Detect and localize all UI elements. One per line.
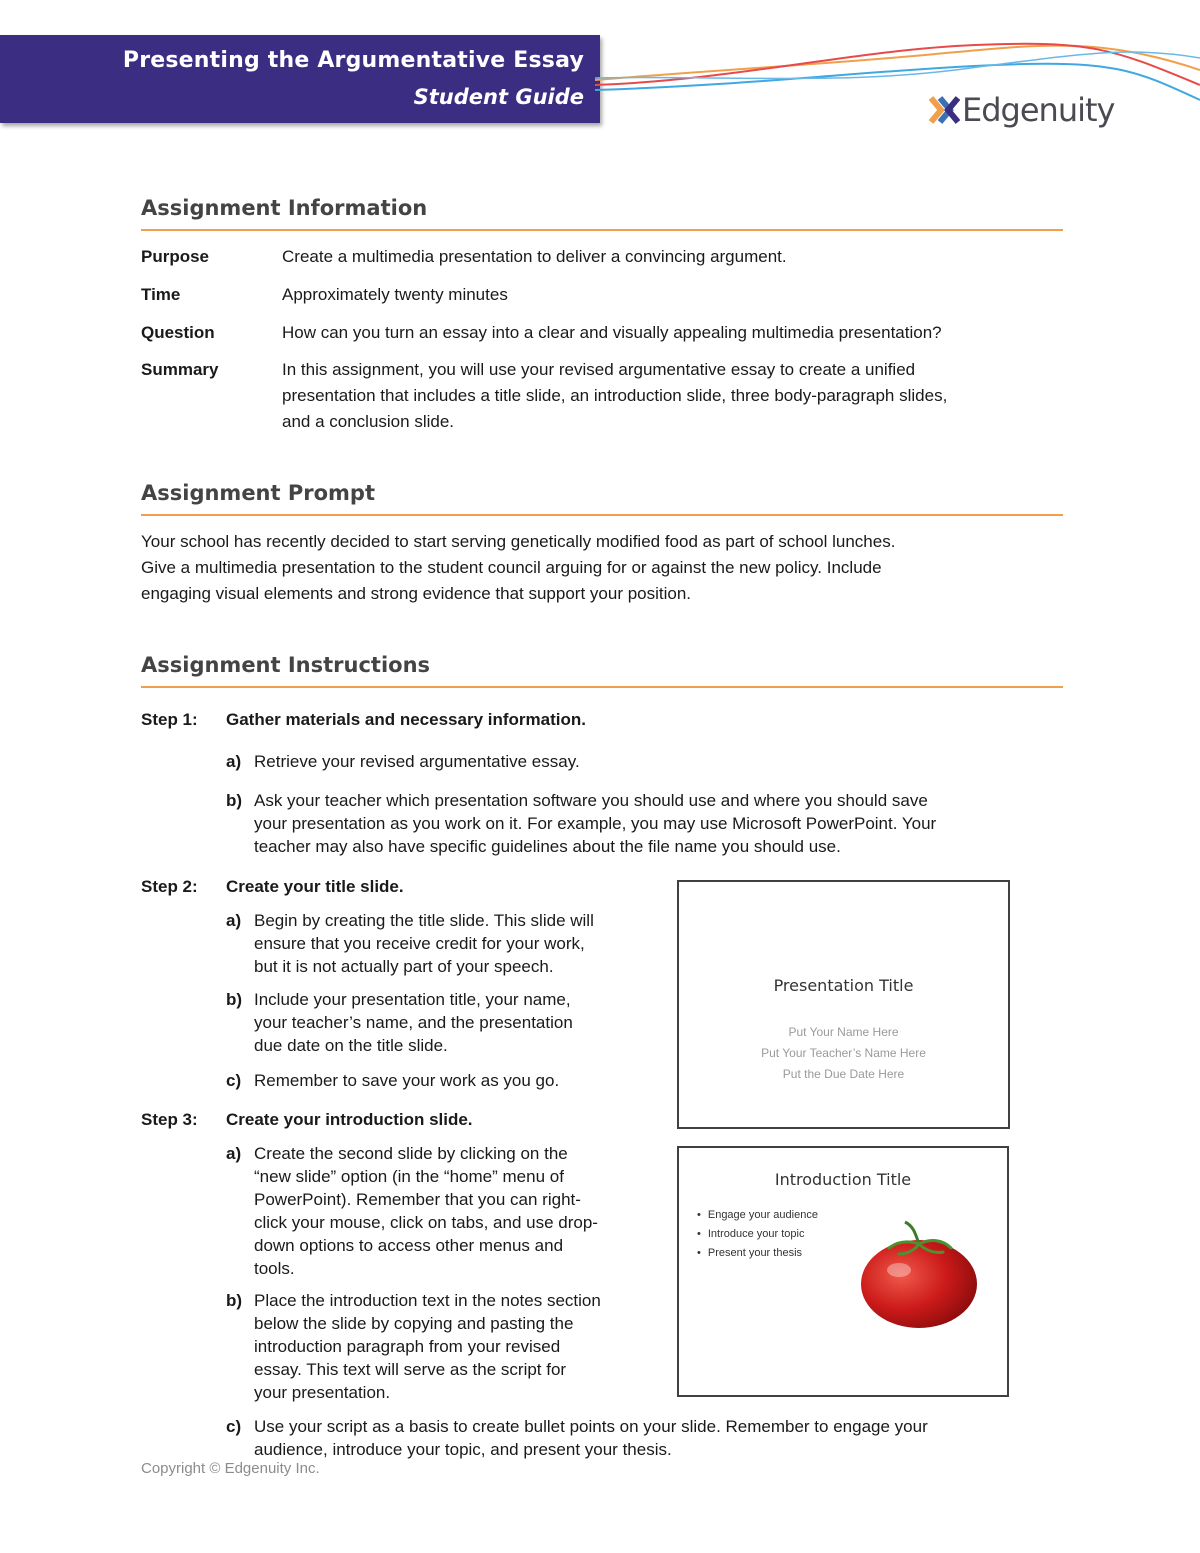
tomato-image bbox=[855, 1218, 981, 1328]
item-line: but it is not actually part of your speech. bbox=[254, 957, 554, 976]
item-letter: a) bbox=[226, 911, 242, 930]
item-line: Ask your teacher which presentation software you should use and where you should save bbox=[254, 791, 928, 810]
step-title: Create your introduction slide. bbox=[226, 1110, 473, 1129]
slide-title: Presentation Title bbox=[773, 976, 914, 995]
item-line: Use your script as a basis to create bullet points on your slide. Remember to engage your bbox=[254, 1417, 928, 1436]
summary-line: presentation that includes a title slide, an introduction slide, three body-paragraph slides, bbox=[282, 386, 948, 405]
slide-title: Introduction Title bbox=[774, 1170, 912, 1189]
info-label: Purpose bbox=[141, 247, 210, 266]
item-line: due date on the title slide. bbox=[254, 1036, 448, 1055]
prompt-line: Give a multimedia presentation to the student council arguing for or against the new policy. Include bbox=[141, 558, 882, 577]
slide-bullet: • Introduce your topic bbox=[697, 1225, 818, 1244]
item-text bbox=[254, 1069, 654, 1092]
assignment-information-heading: Assignment Information bbox=[141, 196, 1063, 231]
slide-due-date-line: Put the Due Date Here bbox=[782, 1067, 905, 1081]
item-line: Create the second slide by clicking on the bbox=[254, 1144, 568, 1163]
document-title: Presenting the Argumentative Essay bbox=[122, 48, 584, 73]
item-line: teacher may also have specific guidelines about the file name you should use. bbox=[254, 837, 841, 856]
item-line: Retrieve your revised argumentative essay. bbox=[254, 752, 580, 771]
step-label: Step 3: bbox=[141, 1110, 198, 1129]
step-title: Create your title slide. bbox=[226, 877, 404, 896]
item-line: below the slide by copying and pasting the bbox=[254, 1314, 574, 1333]
item-text bbox=[254, 1289, 664, 1404]
edgenuity-x-icon bbox=[928, 94, 960, 126]
info-label: Time bbox=[141, 285, 181, 304]
item-text bbox=[254, 1415, 1074, 1461]
item-line: Begin by creating the title slide. This slide will bbox=[254, 911, 594, 930]
introduction-slide-preview bbox=[677, 1146, 1009, 1397]
item-line: your presentation. bbox=[254, 1383, 391, 1402]
step-1 bbox=[141, 708, 586, 731]
item-line: down options to access other menus and bbox=[254, 1236, 564, 1255]
slide-name-line: Put Your Name Here bbox=[788, 1025, 899, 1039]
item-line: essay. This text will serve as the script for bbox=[254, 1360, 567, 1379]
info-label: Question bbox=[141, 323, 215, 342]
item-line: ensure that you receive credit for your work, bbox=[254, 934, 585, 953]
item-letter: a) bbox=[226, 752, 242, 771]
item-text bbox=[254, 988, 654, 1057]
item-letter: c) bbox=[226, 1071, 242, 1090]
info-value bbox=[282, 357, 1062, 435]
item-line: your presentation as you work on it. For example, you may use Microsoft PowerPoint. Your bbox=[254, 814, 937, 833]
slide-bullet-list bbox=[697, 1206, 818, 1263]
item-line: PowerPoint). Remember that you can right- bbox=[254, 1190, 581, 1209]
prompt-line: Your school has recently decided to start serving genetically modified food as part of school lunches. bbox=[141, 532, 896, 551]
copyright-footer: Copyright © Edgenuity Inc. bbox=[141, 1460, 320, 1477]
step-3 bbox=[141, 1108, 473, 1131]
item-line: Include your presentation title, your name, bbox=[254, 990, 571, 1009]
item-letter: a) bbox=[226, 1144, 242, 1163]
step-label: Step 2: bbox=[141, 877, 198, 896]
item-text bbox=[254, 750, 1074, 773]
info-value: Create a multimedia presentation to deliver a convincing argument. bbox=[282, 247, 787, 266]
info-value: Approximately twenty minutes bbox=[282, 285, 508, 304]
item-line: click your mouse, click on tabs, and use drop- bbox=[254, 1213, 598, 1232]
item-line: Remember to save your work as you go. bbox=[254, 1071, 560, 1090]
item-letter: b) bbox=[226, 791, 243, 810]
edgenuity-logo bbox=[928, 92, 1114, 128]
step-2 bbox=[141, 875, 404, 898]
logo-text: Edgenuity bbox=[962, 91, 1115, 129]
info-value: How can you turn an essay into a clear and visually appealing multimedia presentation? bbox=[282, 323, 942, 342]
item-line: Place the introduction text in the notes section bbox=[254, 1291, 601, 1310]
slide-teacher-line: Put Your Teacher’s Name Here bbox=[761, 1046, 926, 1060]
item-line: audience, introduce your topic, and present your thesis. bbox=[254, 1440, 672, 1459]
prompt-line: engaging visual elements and strong evidence that support your position. bbox=[141, 584, 692, 603]
summary-line: In this assignment, you will use your revised argumentative essay to create a unified bbox=[282, 360, 916, 379]
item-text bbox=[254, 1142, 664, 1280]
document-subtitle: Student Guide bbox=[413, 85, 584, 109]
info-label: Summary bbox=[141, 360, 219, 379]
item-letter: c) bbox=[226, 1417, 242, 1436]
step-title: Gather materials and necessary information. bbox=[226, 710, 586, 729]
step-label: Step 1: bbox=[141, 710, 198, 729]
item-letter: b) bbox=[226, 990, 243, 1009]
prompt-paragraph bbox=[141, 529, 1041, 607]
item-text bbox=[254, 909, 654, 978]
slide-bullet: • Present your thesis bbox=[697, 1244, 818, 1263]
header-banner bbox=[0, 35, 600, 123]
slide-bullet: • Engage your audience bbox=[697, 1206, 818, 1225]
item-text bbox=[254, 789, 1074, 858]
item-line: introduction paragraph from your revised bbox=[254, 1337, 561, 1356]
item-line: your teacher’s name, and the presentation bbox=[254, 1013, 573, 1032]
assignment-instructions-heading: Assignment Instructions bbox=[141, 653, 1063, 688]
item-line: tools. bbox=[254, 1259, 295, 1278]
assignment-prompt-heading: Assignment Prompt bbox=[141, 481, 1063, 516]
summary-line: and a conclusion slide. bbox=[282, 412, 455, 431]
title-slide-preview bbox=[677, 880, 1010, 1129]
item-line: “new slide” option (in the “home” menu of bbox=[254, 1167, 564, 1186]
item-letter: b) bbox=[226, 1291, 243, 1310]
